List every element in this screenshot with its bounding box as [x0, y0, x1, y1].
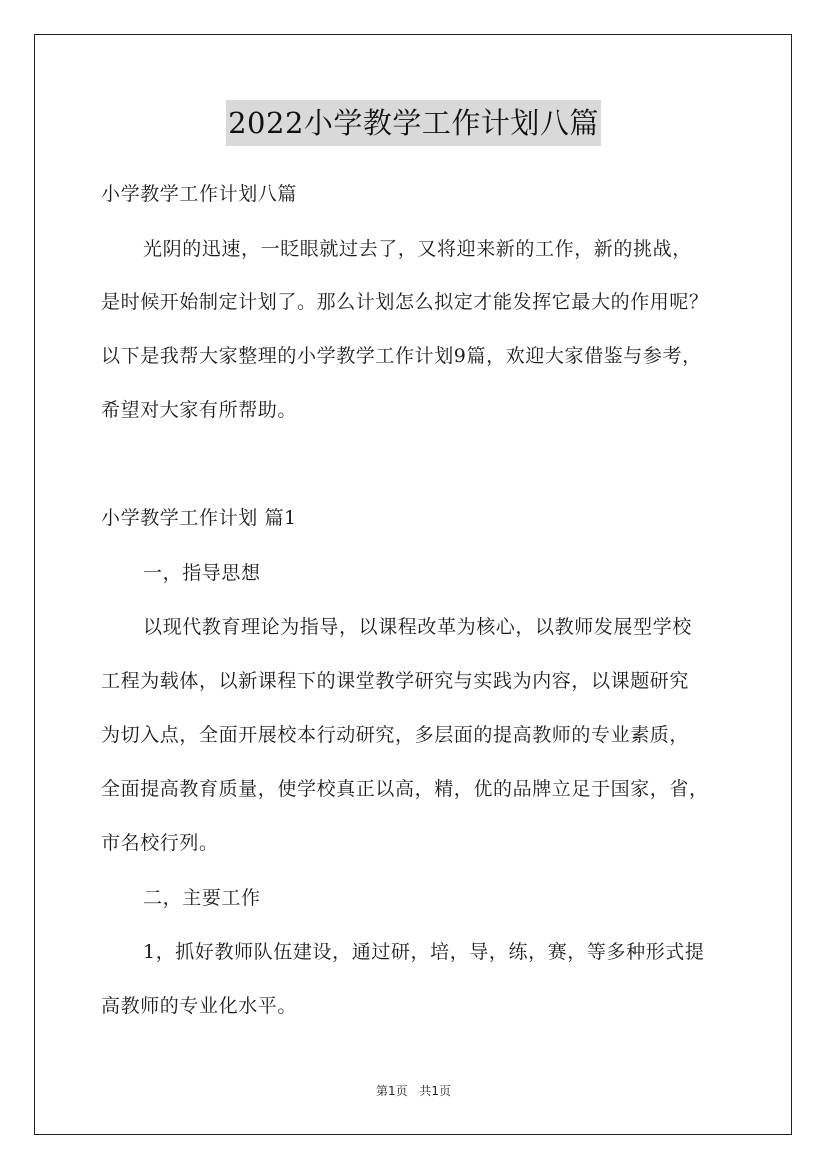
intro-line-2: 是时候开始制定计划了。那么计划怎么拟定才能发挥它最大的作用呢？ — [101, 291, 709, 313]
part2-line-2: 高教师的专业化水平。 — [101, 995, 298, 1017]
part1-line-2: 工程为载体，以新课程下的课堂教学研究与实践为内容，以课题研究 — [101, 670, 690, 692]
part2-line-1: 1，抓好教师队伍建设，通过研，培，导，练，赛，等多种形式提 — [143, 941, 705, 963]
page-number-current: 第1页 — [375, 1084, 408, 1098]
part2-heading: 二，主要工作 — [143, 887, 261, 909]
title-container — [0, 100, 827, 146]
part1-heading: 一，指导思想 — [143, 562, 261, 584]
part1-line-3: 为切入点，全面开展校本行动研究，多层面的提高教师的专业素质， — [101, 724, 690, 746]
intro-line-1: 光阴的迅速，一眨眼就过去了，又将迎来新的工作，新的挑战， — [143, 238, 692, 260]
part1-line-5: 市名校行列。 — [101, 832, 219, 854]
page-number-total: 共1页 — [419, 1084, 452, 1098]
document-subtitle: 小学教学工作计划八篇 — [101, 183, 298, 205]
part1-line-4: 全面提高教育质量，使学校真正以高，精，优的品牌立足于国家，省， — [101, 778, 709, 800]
document-title: 2022小学教学工作计划八篇 — [226, 100, 601, 146]
intro-line-3: 以下是我帮大家整理的小学教学工作计划9篇，欢迎大家借鉴与参考， — [101, 345, 702, 367]
page-footer — [0, 1083, 827, 1099]
part1-line-1: 以现代教育理论为指导，以课程改革为核心，以教师发展型学校 — [143, 616, 692, 638]
intro-line-4: 希望对大家有所帮助。 — [101, 399, 298, 421]
section-heading: 小学教学工作计划 篇1 — [101, 507, 297, 529]
